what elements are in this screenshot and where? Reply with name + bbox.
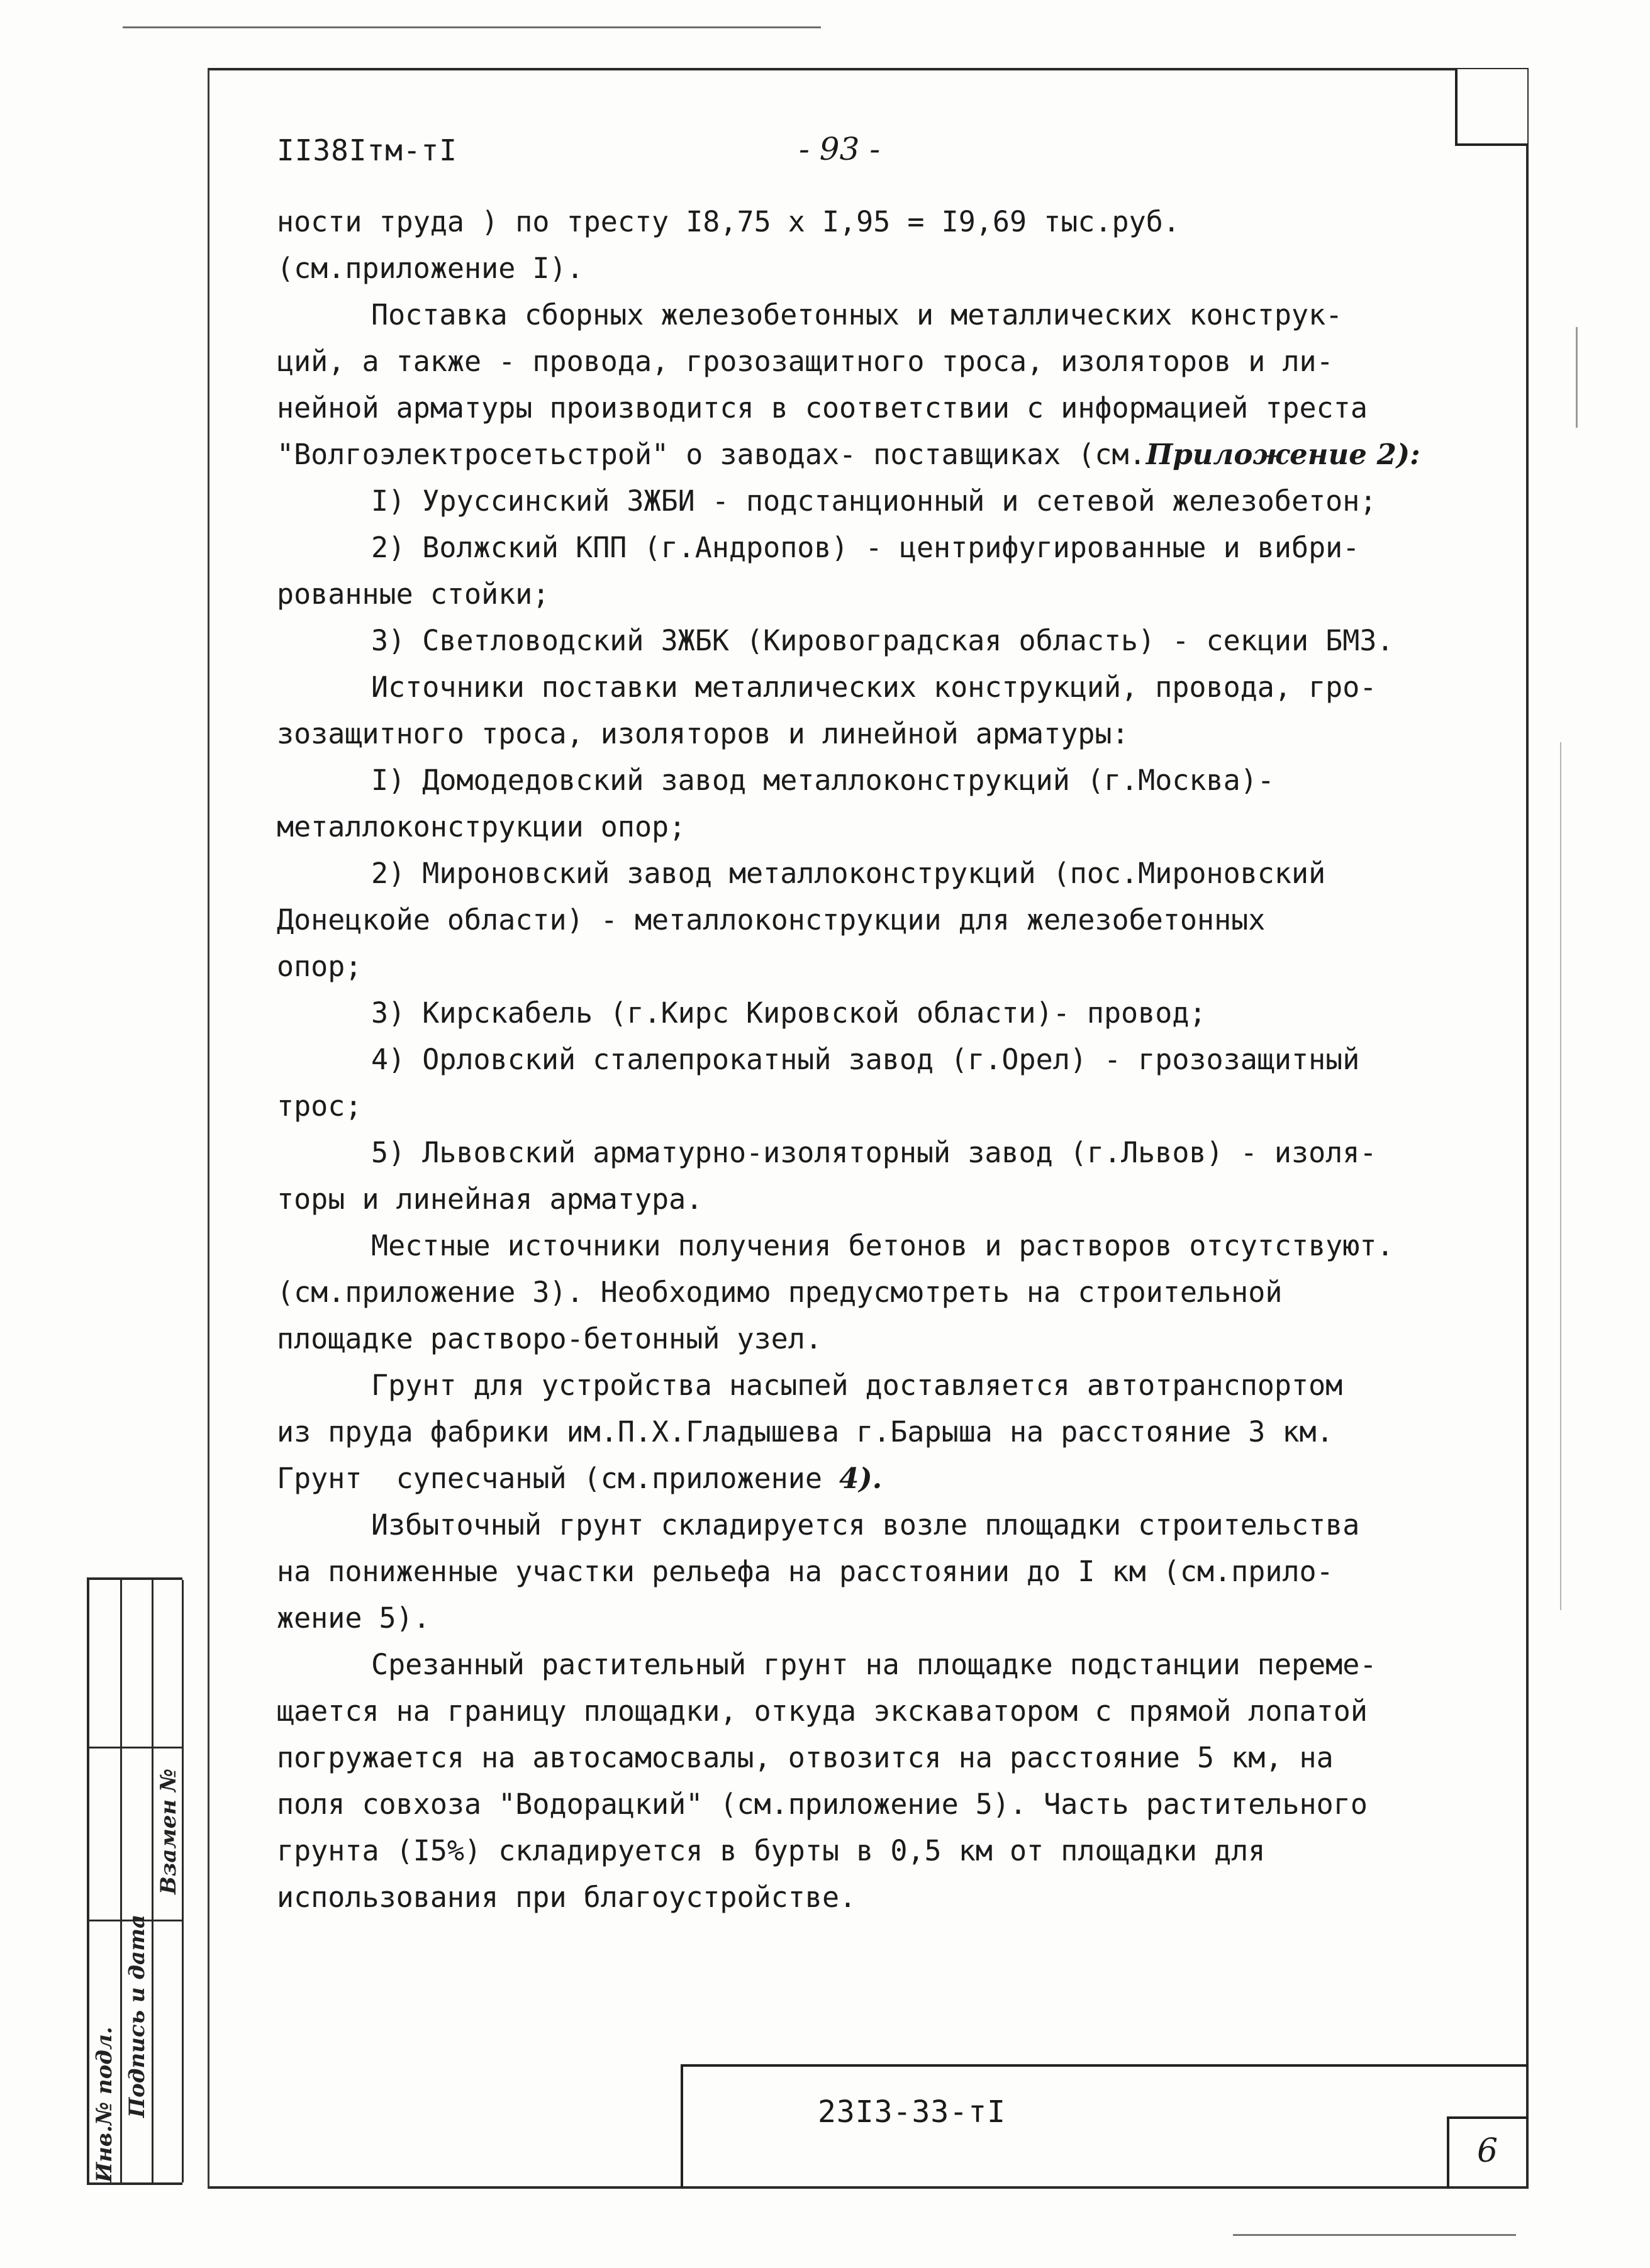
text-line: [277, 711, 1503, 757]
text-line: [277, 1502, 1503, 1548]
text-line-content: поля совхоза "Водорацкий" (см.приложение 5). Часть растительного: [277, 1787, 1368, 1821]
text-line-content: трос;: [277, 1089, 362, 1123]
text-line: [277, 1874, 1503, 1921]
text-line: [277, 1455, 1503, 1502]
text-line: [277, 1828, 1503, 1874]
text-line-content: (см.приложение 3). Необходимо предусмотреть на строительной: [277, 1276, 1283, 1309]
scan-artifact-line: [1576, 327, 1578, 428]
text-line-content: 2) Волжский КПП (г.Андропов) - центрифугированные и вибри-: [371, 531, 1360, 564]
text-line-content: Срезанный растительный грунт на площадке подстанции переме-: [371, 1648, 1377, 1681]
stamp-label-replace: Взамен №: [156, 1769, 181, 1894]
text-line-content: из пруда фабрики им.П.Х.Гладышева г.Барыша на расстояние 3 км.: [277, 1415, 1334, 1448]
text-line-content: Грунт супесчаный (см.приложение: [277, 1462, 840, 1495]
text-line: [277, 571, 1503, 618]
text-line-content: щается на границу площадки, откуда экскаватором с прямой лопатой: [277, 1694, 1368, 1728]
text-line-content: торы и линейная арматура.: [277, 1182, 703, 1216]
scan-artifact-line: [1560, 742, 1561, 1610]
document-code: II38Iтм-тI: [277, 133, 457, 167]
text-line: [277, 1781, 1503, 1828]
text-line-content: Донецкойе области) - металлоконструкции для железобетонных: [277, 903, 1266, 937]
text-line: [277, 1409, 1503, 1455]
text-line-content: использования при благоустройстве.: [277, 1881, 857, 1914]
text-line-content: Местные источники получения бетонов и растворов отсутствуют.: [371, 1229, 1394, 1262]
text-line-content: Поставка сборных железобетонных и металлических конструк-: [371, 298, 1343, 331]
text-line-content: на пониженные участки рельефа на расстоянии до I км (см.прило-: [277, 1555, 1334, 1588]
text-line: [277, 664, 1503, 711]
text-line: [277, 1316, 1503, 1362]
text-line: [277, 1269, 1503, 1316]
text-line-content: Избыточный грунт складируется возле площадки строительства: [371, 1508, 1360, 1542]
text-line-content: I) Домодедовский завод металлоконструкций (г.Москва)-: [371, 764, 1274, 797]
text-line: [277, 897, 1503, 943]
text-line: [277, 431, 1503, 478]
text-line-content: I) Уруссинский ЗЖБИ - подстанционный и сетевой железобетон;: [371, 484, 1377, 518]
text-line-content: Источники поставки металлических конструкций, провода, гро-: [371, 670, 1377, 704]
text-line-content: опор;: [277, 950, 362, 983]
text-line: [277, 199, 1503, 245]
page-number: - 93 -: [799, 131, 881, 167]
stamp-label-signature: Подпись и дата: [125, 1914, 150, 2118]
text-line: [277, 1548, 1503, 1595]
text-line: [277, 757, 1503, 804]
text-line-content: грунта (I5%) складируется в бурты в 0,5 км от площадки для: [277, 1834, 1266, 1867]
handwritten-appendix-ref: 4).: [839, 1462, 883, 1495]
text-line: [277, 292, 1503, 338]
text-line: [277, 1688, 1503, 1735]
text-line-content: 3) Кирскабель (г.Кирс Кировской области)- провод;: [371, 996, 1207, 1030]
text-line: [277, 1223, 1503, 1269]
scan-bottom-rule: [1233, 2234, 1516, 2236]
corner-page-box: [1455, 69, 1527, 146]
text-line: [277, 525, 1503, 571]
text-line: [277, 1176, 1503, 1223]
text-line-content: (см.приложение I).: [277, 252, 584, 285]
text-line-content: нейной арматуры производится в соответствии с информацией треста: [277, 391, 1368, 425]
stamp-label-inv: Инв.№ подл.: [92, 2026, 117, 2182]
text-line-content: погружается на автосамосвалы, отвозится на расстояние 5 км, на: [277, 1741, 1334, 1774]
text-line: [277, 1362, 1503, 1409]
text-line-content: ций, а также - провода, грозозащитного троса, изоляторов и ли-: [277, 345, 1334, 378]
body-text: [277, 199, 1503, 1921]
text-line: [277, 1595, 1503, 1642]
text-line-content: ности труда ) по тресту I8,75 x I,95 = I9,69 тыс.руб.: [277, 205, 1180, 238]
text-line: [277, 338, 1503, 385]
text-line: [277, 804, 1503, 850]
text-line: [277, 385, 1503, 431]
text-line: [277, 1037, 1503, 1083]
text-line-content: металлоконструкции опор;: [277, 810, 686, 843]
text-line-content: жение 5).: [277, 1601, 430, 1635]
text-line-content: 4) Орловский сталепрокатный завод (г.Орел) - грозозащитный: [371, 1043, 1360, 1076]
text-line: [277, 1735, 1503, 1781]
stamp-divider: [89, 1747, 182, 1748]
text-line: [277, 1083, 1503, 1130]
text-line: [277, 618, 1503, 664]
title-block: [681, 2064, 1529, 2189]
binding-stamp: [87, 1577, 182, 2185]
text-line-content: зозащитного троса, изоляторов и линейной арматуры:: [277, 717, 1129, 750]
text-line: [277, 478, 1503, 525]
text-line-content: 3) Светловодский ЗЖБК (Кировоградская область) - секции БМЗ.: [371, 624, 1394, 657]
text-line: [277, 1642, 1503, 1688]
text-line: [277, 850, 1503, 897]
title-block-code: 23I3-33-тI: [818, 2094, 1006, 2130]
text-line-content: площадке растворо-бетонный узел.: [277, 1322, 822, 1355]
text-line: [277, 990, 1503, 1037]
text-line: [277, 1130, 1503, 1176]
text-line-content: 2) Мироновский завод металлоконструкций (пос.Мироновский: [371, 857, 1326, 890]
text-line-content: Грунт для устройства насыпей доставляется автотранспортом: [371, 1369, 1343, 1402]
text-line-content: "Волгоэлектросетьстрой" о заводах- поставщиках (см.: [277, 438, 1146, 471]
handwritten-appendix-ref: Приложение 2):: [1146, 438, 1420, 471]
text-line: [277, 943, 1503, 990]
text-line-content: 5) Львовский арматурно-изоляторный завод (г.Львов) - изоля-: [371, 1136, 1377, 1169]
text-line-content: рованные стойки;: [277, 577, 550, 611]
sheet-number: 6: [1477, 2132, 1498, 2170]
text-line: [277, 245, 1503, 292]
scan-top-rule: [123, 26, 821, 28]
